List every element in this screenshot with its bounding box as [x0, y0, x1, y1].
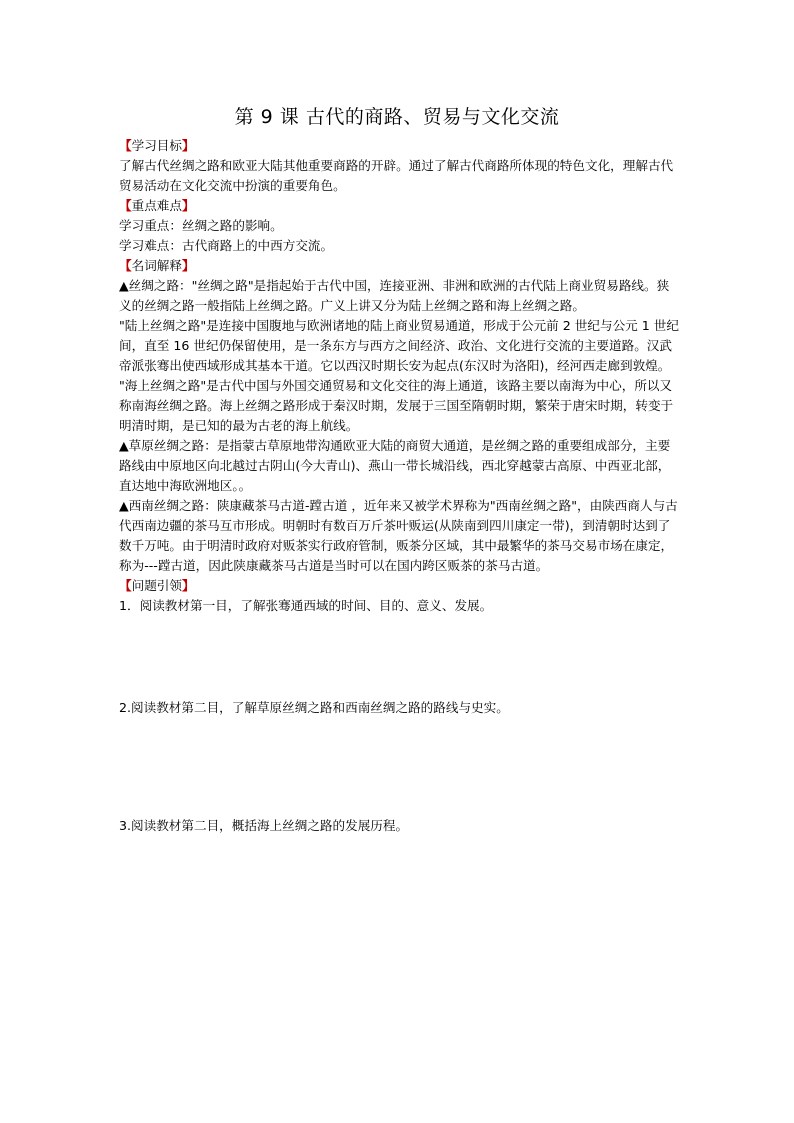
- document-body: [119, 136, 679, 836]
- section-label: 学习目标: [131, 138, 182, 153]
- bracket-left: 【: [119, 138, 132, 153]
- question-1: 1．阅读教材第一目，了解张骞通西域的时间、目的、意义、发展。: [119, 598, 493, 613]
- bracket-right: 】: [181, 138, 195, 153]
- goals-text: 了解古代丝绸之路和欧亚大陆其他重要商路的开辟。通过了解古代商路所体现的特色文化，理解古代贸易活动在文化交流中扮演的重要角色。: [119, 158, 674, 193]
- section-heading-goals: [119, 136, 679, 156]
- section-label: 名词解释: [131, 258, 182, 273]
- section-label: 重点难点: [131, 198, 182, 213]
- bracket-left: 【: [119, 198, 132, 213]
- key-focus: 学习重点：丝绸之路的影响。: [119, 218, 283, 233]
- term-maritime-silk-road: "海上丝绸之路"是古代中国与外国交通贸易和文化交往的海上通道，该路主要以南海为中心，所以又称南海丝绸之路。海上丝绸之路形成于秦汉时期，发展于三国至隋朝时期，繁荣于唐宋时期，转变于明清时期，是已知的最为古老的海上航线。: [119, 378, 674, 433]
- question-2: 2.阅读教材第二目，了解草原丝绸之路和西南丝绸之路的路线与史实。: [119, 700, 509, 715]
- bracket-right: 】: [181, 198, 195, 213]
- section-label: 问题引领: [131, 578, 182, 593]
- bracket-right: 】: [181, 258, 195, 273]
- answer-space: [119, 718, 679, 816]
- term-silk-road: ▲丝绸之路："丝绸之路"是指起始于古代中国，连接亚洲、非洲和欧洲的古代陆上商业贸易路线。狭义的丝绸之路一般指陆上丝绸之路。广义上讲又分为陆上丝绸之路和海上丝绸之路。: [119, 278, 670, 313]
- section-heading-questions: [119, 576, 679, 596]
- section-heading-terms: [119, 256, 679, 276]
- term-southwest-silk-road: ▲西南丝绸之路：陕康藏茶马古道-蹚古道 ，近年来又被学术界称为"西南丝绸之路"，由陕西商人与古代西南边疆的茶马互市形成。明朝时有数百万斤茶叶贩运(从陕南到四川康定一带)，到清朝时达到了数千万吨。由于明清时政府对贩茶实行政府管制，贩茶分区域，其中最繁华的茶马交易市场在康定，称为---蹚古道，因此陕康藏茶马古道是当时可以在国内跨区贩茶的茶马古道。: [119, 498, 678, 573]
- bracket-left: 【: [119, 578, 132, 593]
- section-heading-key: [119, 196, 679, 216]
- bracket-right: 】: [181, 578, 195, 593]
- term-land-silk-road: "陆上丝绸之路"是连接中国腹地与欧洲诸地的陆上商业贸易通道，形成于公元前 2 世纪与公元 1 世纪间，直至 16 世纪仍保留使用，是一条东方与西方之间经济、政治、文化进行交流的主要道路。汉武帝派张骞出使西域形成其基本干道。它以西汉时期长安为起点(东汉时为洛阳)，经河西走廊到敦煌。: [119, 318, 679, 373]
- key-difficulty: 学习难点：古代商路上的中西方交流。: [119, 238, 334, 253]
- page-title: 第 9 课 古代的商路、贸易与文化交流: [234, 106, 560, 128]
- question-3: 3.阅读教材第二目，概括海上丝绸之路的发展历程。: [119, 818, 409, 833]
- term-steppe-silk-road: ▲草原丝绸之路：是指蒙古草原地带沟通欧亚大陆的商贸大通道，是丝绸之路的重要组成部分，主要路线由中原地区向北越过古阴山(今大青山)、燕山一带长城沿线，西北穿越蒙古高原、中西亚北部，直达地中海欧洲地区。。: [119, 438, 671, 493]
- answer-space: [119, 616, 679, 698]
- bracket-left: 【: [119, 258, 132, 273]
